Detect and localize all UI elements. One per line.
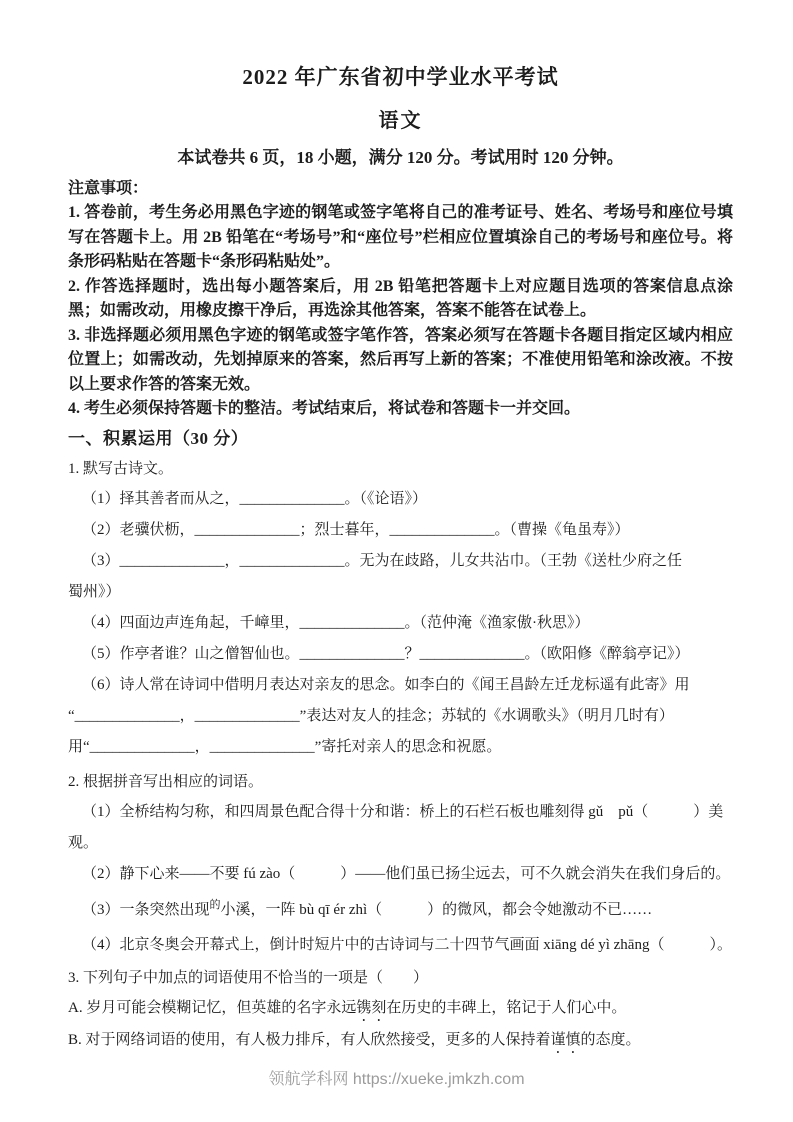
q2-item-3-superscript: 的 — [209, 898, 221, 911]
q2-item-1: （1）全桥结构匀称，和四周景色配合得十分和谐：桥上的石栏石板也雕刻得 gǔ pǔ（ ）美观。 — [68, 803, 724, 851]
watermark-footer: 领航学科网 https://xueke.jmkzh.com — [268, 1071, 525, 1088]
q3-option-b-text-pre: B. 对于网络词语的使用，有人极力排斥，有人欣然接受，更多的人保持着 — [68, 1031, 551, 1048]
question-1-stem: 1. 默写古诗文。 — [68, 460, 174, 477]
q1-item-2: （2）老骥伏枥，______________；烈士暮年，______________。（曹操《龟虽寿》） — [82, 521, 630, 538]
notice-heading: 注意事项： — [68, 180, 149, 197]
q1-item-6-continuation-1: “______________，______________”表达对友人的挂念；苏轼的《水调歌头》（明月几时有） — [68, 707, 674, 724]
q2-item-3-text-pre: （3）一条突然出现 — [82, 901, 210, 918]
q3-option-a — [68, 993, 733, 1025]
q3-option-b — [68, 1025, 733, 1057]
q1-item-5: （5）作亭者谁？山之僧智仙也。______________？______________。（欧阳修《醉翁亭记》） — [82, 645, 690, 662]
question-3-stem: 3. 下列句子中加点的词语使用不恰当的一项是（ ） — [68, 969, 429, 986]
q3-option-a-text-post: 在历史的丰碑上，铭记于人们心中。 — [386, 999, 627, 1016]
q2-item-3 — [68, 895, 733, 926]
q3-option-a-emphasized-word: 镌刻 — [356, 999, 387, 1016]
notice-item-1: 1. 答卷前，考生务必用黑色字迹的钢笔或签字笔将自己的准考证号、姓名、考场号和座位号填写在答题卡上。用 2B 铅笔在“考场号”和“座位号”栏相应位置填涂自己的考场号和座位号。将条形码粘贴在答题卡“条形码粘贴处”。 — [68, 204, 733, 270]
question-2-stem: 2. 根据拼音写出相应的词语。 — [68, 773, 264, 790]
exam-info-line: 本试卷共 6 页，18 小题，满分 120 分。考试用时 120 分钟。 — [177, 148, 624, 167]
q1-item-3: （3）______________，______________。无为在歧路，儿女共沾巾。（王勃《送杜少府之任 — [82, 552, 683, 569]
notice-item-3: 3. 非选择题必须用黑色字迹的钢笔或签字笔作答，答案必须写在答题卡各题目指定区域内相应位置上；如需改动，先划掉原来的答案，然后再写上新的答案；不准使用铅笔和涂改液。不按以上要求作答的答案无效。 — [68, 326, 733, 393]
q1-item-3-continuation: 蜀州》） — [68, 583, 121, 600]
subject-title: 语文 — [378, 110, 423, 132]
question-1-body — [68, 484, 733, 763]
notice-item-4: 4. 考生必须保持答题卡的整洁。考试结束后，将试卷和答题卡一并交回。 — [68, 400, 581, 417]
q1-item-6: （6）诗人常在诗词中借明月表达对亲友的思念。如李白的《闻王昌龄左迁龙标遥有此寄》用 — [82, 676, 690, 693]
q1-item-1: （1）择其善者而从之，______________。（《论语》） — [82, 490, 428, 507]
section-1-heading: 一、积累运用（30 分） — [68, 428, 249, 448]
q2-item-4: （4）北京冬奥会开幕式上，倒计时短片中的古诗词与二十四节气画面 xiāng dé yì zhāng（ ）。 — [82, 936, 732, 953]
q2-item-3-text-post: 小溪，一阵 bù qī ér zhì（ ）的微风，都会令她激动不已…… — [220, 901, 653, 918]
page-title: 2022 年广东省初中学业水平考试 — [242, 65, 559, 89]
q2-item-2: （2）静下心来——不要 fú zào（ ）——他们虽已扬尘远去，可不久就会消失在我们身后的。 — [82, 865, 731, 882]
notice-item-2: 2. 作答选择题时，选出每小题答案后，用 2B 铅笔把答题卡上对应题目选项的答案信息点涂黑；如需改动，用橡皮擦干净后，再选涂其他答案，答案不能答在试卷上。 — [68, 277, 733, 319]
q1-item-4: （4）四面边声连角起，千嶂里，______________。（范仲淹《渔家傲·秋思》） — [82, 614, 590, 631]
q3-option-b-text-post: 的态度。 — [580, 1031, 641, 1048]
q1-item-6-continuation-2: 用“______________，______________”寄托对亲人的思念和祝愿。 — [68, 738, 502, 755]
q3-option-b-emphasized-word: 谨慎 — [550, 1031, 581, 1048]
q3-option-a-text-pre: A. 岁月可能会模糊记忆，但英雄的名字永远 — [68, 999, 357, 1016]
